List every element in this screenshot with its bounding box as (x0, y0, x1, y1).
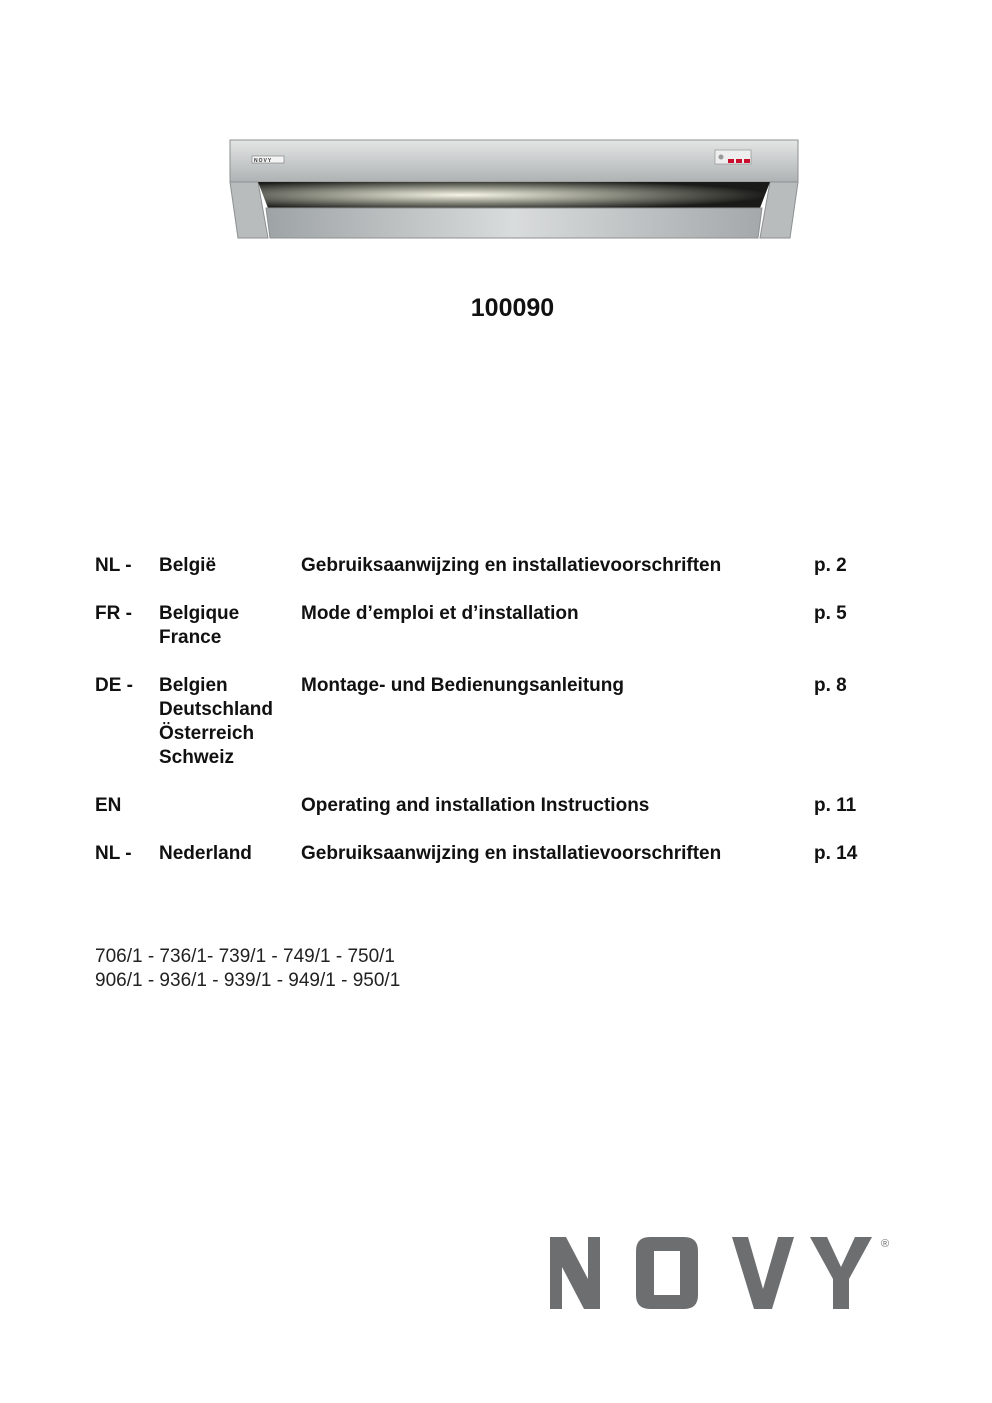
language-row-de (95, 674, 895, 794)
language-code: DE - (95, 675, 133, 696)
country: België (159, 555, 217, 576)
country: Belgique (159, 603, 240, 624)
page-reference: p. 11 (814, 795, 857, 816)
model-line: 906/1 - 936/1 - 939/1 - 949/1 - 950/1 (95, 970, 401, 991)
model-line: 706/1 - 736/1- 739/1 - 749/1 - 750/1 (95, 946, 395, 967)
language-code: NL - (95, 555, 132, 576)
language-index (95, 554, 895, 866)
country: Deutschland (159, 699, 274, 720)
manual-title: Operating and installation Instructions (301, 795, 650, 816)
registered-mark: ® (881, 1238, 890, 1250)
country: Schweiz (159, 747, 234, 768)
country: Belgien (159, 675, 228, 696)
country-list (159, 674, 273, 770)
country-list (159, 842, 252, 866)
language-row-nl-be (95, 554, 895, 602)
logo-wordmark-text (0, 0, 1, 1)
country: Nederland (159, 843, 252, 864)
language-code: FR - (95, 603, 132, 624)
language-code: NL - (95, 843, 132, 864)
language-row-fr (95, 602, 895, 674)
model-numbers (95, 945, 400, 993)
page-reference: p. 8 (814, 675, 847, 696)
document-number: 100090 (470, 294, 555, 322)
language-row-en (95, 794, 895, 842)
country-list (159, 602, 239, 650)
manual-title: Montage- und Bedienungsanleitung (301, 675, 624, 696)
manual-title: Gebruiksaanwijzing en installatievoorschriften (301, 555, 722, 576)
language-code: EN (95, 795, 122, 816)
language-row-nl-nl (95, 842, 895, 866)
page-reference: p. 14 (814, 843, 858, 864)
country: Österreich (159, 723, 255, 744)
page-reference: p. 2 (814, 555, 847, 576)
manual-title: Mode d’emploi et d’installation (301, 603, 579, 624)
page-reference: p. 5 (814, 603, 847, 624)
novy-logo (548, 1233, 900, 1313)
manual-title: Gebruiksaanwijzing en installatievoorschriften (301, 843, 722, 864)
country: France (159, 627, 222, 648)
range-hood-image (228, 138, 800, 244)
country-list (159, 554, 216, 578)
hood-brand-label: NOVY (254, 158, 273, 164)
